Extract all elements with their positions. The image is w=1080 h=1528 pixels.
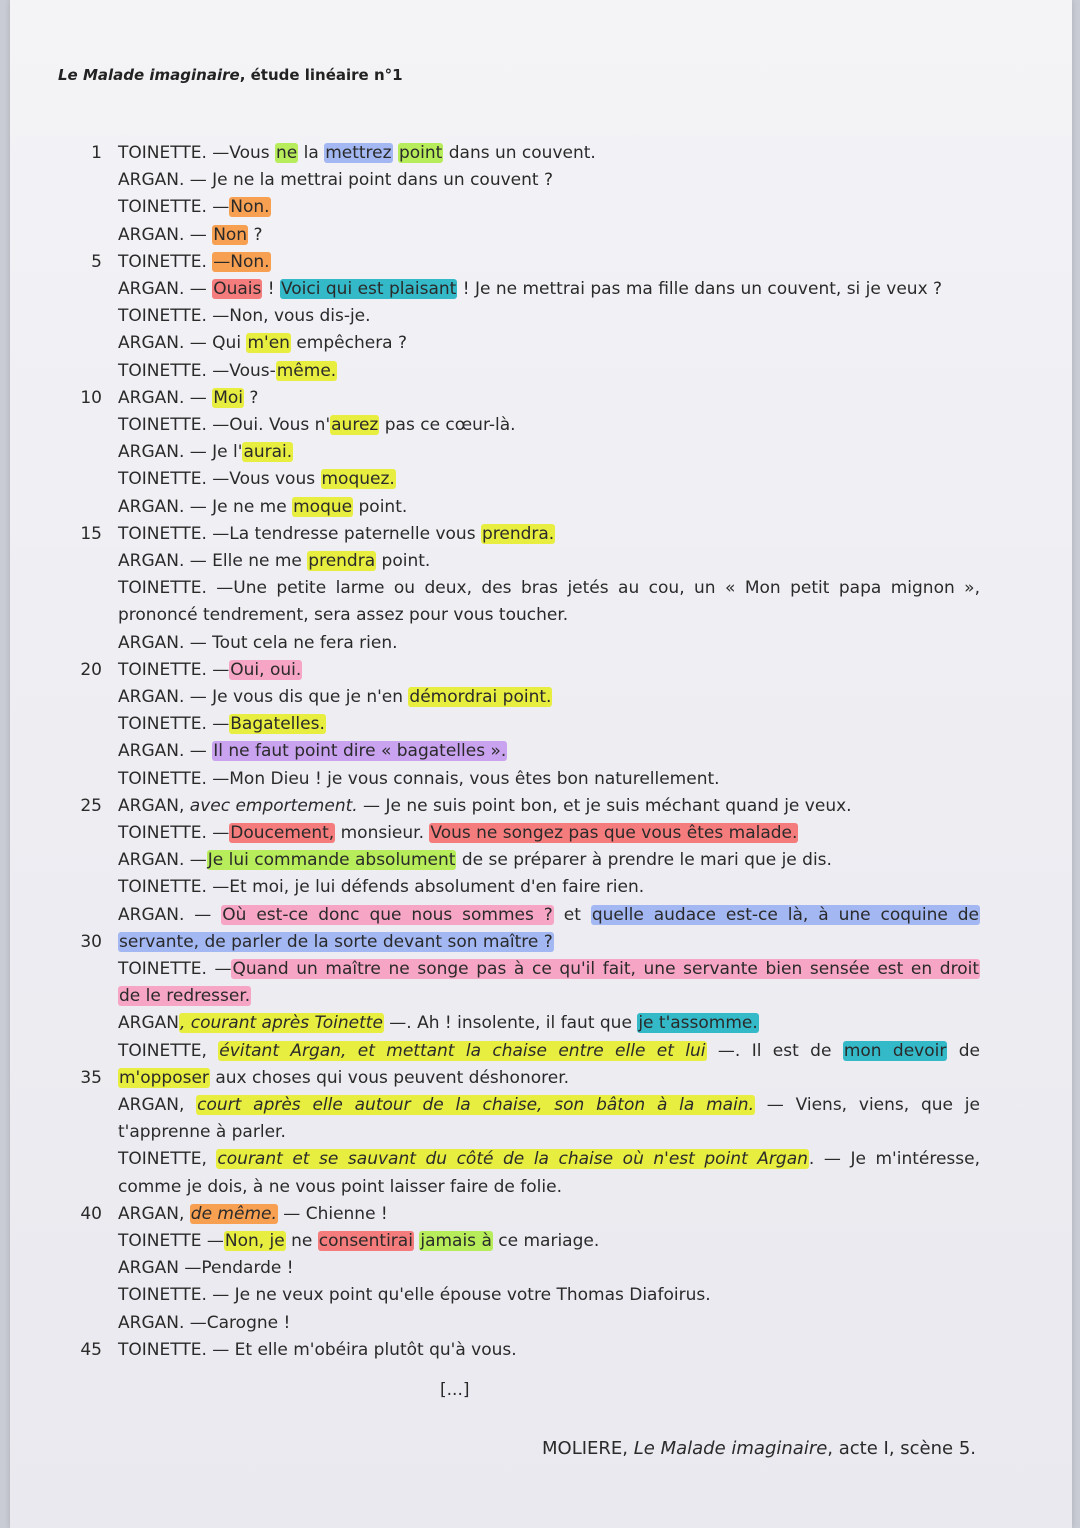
text-line xyxy=(118,795,980,817)
highlighted-text: ne xyxy=(276,143,298,163)
title-rest: , étude linéaire n°1 xyxy=(239,66,403,84)
highlighted-text: Oui, oui. xyxy=(230,659,302,680)
line-text: ce mariage. xyxy=(492,1231,600,1251)
line-text: TOINETTE. — xyxy=(118,659,230,680)
highlighted-text: Ouais xyxy=(213,279,262,299)
line-text: ARGAN. — Je l' xyxy=(118,442,243,463)
text-line xyxy=(118,196,980,218)
highlighted-text: Il ne faut point dire « bagatelles ». xyxy=(213,741,507,762)
line-text: ARGAN. — xyxy=(118,224,213,245)
highlighted-text: Non xyxy=(213,224,248,245)
highlighted-text: quelle audace est-ce là, à une coquine de xyxy=(591,904,979,925)
highlighted-text: —Non. xyxy=(213,251,270,272)
text-line xyxy=(118,496,980,518)
line-text: de xyxy=(947,1040,980,1061)
highlighted-text: aurez xyxy=(331,415,379,435)
document-page xyxy=(10,0,1072,1528)
line-text: ARGAN. — xyxy=(118,850,207,871)
highlighted-text: m'opposer xyxy=(119,1067,209,1088)
text-line xyxy=(118,958,980,980)
highlighted-text: courant et se sauvant du côté de la chaise où n'est point Argan xyxy=(217,1149,808,1170)
line-text: ARGAN, xyxy=(118,1203,190,1224)
source-citation xyxy=(542,1438,976,1459)
highlighted-text: Non, je xyxy=(224,1231,285,1251)
highlighted-text: de le redresser. xyxy=(119,986,251,1007)
source-work: Le Malade imaginaire xyxy=(633,1438,828,1459)
line-text: . — Je m'intéresse, xyxy=(808,1149,980,1170)
line-number: 15 xyxy=(80,523,102,544)
line-text: point. xyxy=(353,496,408,517)
highlighted-text: Où est-ce donc que nous sommes ? xyxy=(222,904,553,925)
line-text: TOINETTE. —Oui. Vous n' xyxy=(118,415,331,435)
text-line xyxy=(118,1094,980,1116)
text-line xyxy=(118,1040,980,1062)
text-line xyxy=(118,1176,980,1198)
text-line xyxy=(118,659,980,681)
highlighted-text: évitant Argan, et mettant la chaise entre elle et lui xyxy=(219,1040,706,1061)
line-text: TOINETTE. xyxy=(118,251,213,272)
line-text: ARGAN. — xyxy=(118,279,213,299)
text-line xyxy=(118,876,980,898)
text-line xyxy=(118,142,980,164)
line-text: prononcé tendrement, sera assez pour vous toucher. xyxy=(118,605,569,626)
line-text: TOINETTE. — xyxy=(118,823,230,843)
line-text: ARGAN. —Carogne ! xyxy=(118,1312,291,1333)
text-line xyxy=(118,632,980,654)
highlighted-text: Vous ne songez pas que vous êtes malade. xyxy=(430,823,798,843)
line-number: 10 xyxy=(80,387,102,408)
line-number: 30 xyxy=(80,931,102,952)
line-text: TOINETTE. — xyxy=(118,959,232,979)
text-line xyxy=(118,1203,980,1225)
line-text: TOINETTE. —Et moi, je lui défends absolument d'en faire rien. xyxy=(118,877,645,898)
text-line xyxy=(118,169,980,191)
text-line xyxy=(118,577,980,599)
line-text: ! Je ne mettrai pas ma fille dans un couvent, si je veux ? xyxy=(457,279,943,299)
line-text: ne xyxy=(285,1231,318,1251)
line-number: 45 xyxy=(80,1339,102,1360)
text-line xyxy=(118,332,980,354)
text-line xyxy=(118,1312,980,1334)
line-text: TOINETTE. — xyxy=(118,714,230,735)
highlighted-text: servante, de parler de la sorte devant son maître ? xyxy=(119,931,553,952)
text-line xyxy=(118,904,980,926)
text-line xyxy=(118,550,980,572)
line-text: comme je dois, à ne vous point laisser faire de folie. xyxy=(118,1176,562,1197)
highlighted-text: prendra. xyxy=(481,523,555,544)
line-text: ARGAN. — Je ne me xyxy=(118,496,293,517)
line-text: TOINETTE. — Et elle m'obéira plutôt qu'à vous. xyxy=(118,1339,517,1360)
text-line xyxy=(118,1284,980,1306)
line-text: TOINETTE. —Vous xyxy=(118,143,276,163)
highlighted-text: Doucement, xyxy=(230,823,335,843)
line-text: ARGAN. — Je vous dis que je n'en xyxy=(118,687,409,707)
text-line xyxy=(118,604,980,626)
highlighted-text: démordrai point. xyxy=(409,687,552,707)
text-line xyxy=(118,1012,980,1034)
line-text: TOINETTE. —Vous vous xyxy=(118,469,321,490)
text-line xyxy=(118,360,980,382)
highlighted-text: Bagatelles. xyxy=(230,714,325,735)
line-text: TOINETTE. —Une petite larme ou deux, des bras jetés au cou, un « Mon petit papa mignon », xyxy=(118,578,980,599)
text-line xyxy=(118,523,980,545)
highlighted-text: prendra xyxy=(308,551,376,571)
highlighted-text: aurai. xyxy=(243,442,293,463)
line-text: t'apprenne à parler. xyxy=(118,1122,286,1143)
highlighted-text: Moi xyxy=(213,387,243,408)
line-text: et xyxy=(553,904,591,925)
line-text: pas ce cœur-là. xyxy=(379,415,516,435)
text-line xyxy=(118,251,980,273)
text-line xyxy=(118,822,980,844)
title-work: Le Malade imaginaire xyxy=(58,66,240,84)
text-line xyxy=(118,686,980,708)
line-text: ARGAN. — Elle ne me xyxy=(118,551,308,571)
line-text: TOINETTE. —Non, vous dis-je. xyxy=(118,306,371,327)
line-text: ARGAN. — Tout cela ne fera rien. xyxy=(118,632,398,653)
highlighted-text: point xyxy=(398,143,443,163)
highlighted-text: Quand un maître ne songe pas à ce qu'il fait, une servante bien sensée est en droit xyxy=(232,959,979,979)
line-number: 35 xyxy=(80,1067,102,1088)
text-line xyxy=(118,740,980,762)
text-line xyxy=(118,414,980,436)
highlighted-text: moque xyxy=(293,496,353,517)
text-line xyxy=(118,931,980,953)
text-line xyxy=(118,768,980,790)
text-line xyxy=(118,1230,980,1252)
line-text: ARGAN xyxy=(118,1013,179,1034)
text-line xyxy=(118,278,980,300)
text-line xyxy=(118,1148,980,1170)
line-number: 40 xyxy=(80,1203,102,1224)
highlighted-text: consentirai xyxy=(318,1231,413,1251)
line-text: — Viens, viens, que je xyxy=(755,1095,980,1115)
source-rest: , acte I, scène 5. xyxy=(827,1438,976,1459)
text-line xyxy=(118,468,980,490)
text-line xyxy=(118,1257,980,1279)
line-number: 25 xyxy=(80,795,102,816)
highlighted-text: de même. xyxy=(190,1203,277,1224)
line-number: 1 xyxy=(91,143,102,163)
line-text: — Je ne suis point bon, et je suis méchant quand je veux. xyxy=(357,795,852,816)
line-text: —. Il est de xyxy=(706,1040,843,1061)
line-text: TOINETTE. —Mon Dieu ! je vous connais, vous êtes bon naturellement. xyxy=(118,768,720,789)
highlighted-text: je t'assomme. xyxy=(638,1013,758,1034)
line-text: de se préparer à prendre le mari que je dis. xyxy=(456,850,832,871)
line-text: ARGAN. — xyxy=(118,387,213,408)
text-line xyxy=(118,224,980,246)
source-author: MOLIERE, xyxy=(542,1438,634,1459)
document-title xyxy=(58,66,403,84)
highlighted-text: , courant après Toinette xyxy=(179,1013,383,1034)
text-line xyxy=(118,441,980,463)
line-number: 20 xyxy=(80,659,102,680)
ellipsis: [...] xyxy=(440,1380,470,1400)
line-text: ARGAN —Pendarde ! xyxy=(118,1258,294,1279)
line-text: TOINETTE. —Vous- xyxy=(118,360,276,381)
line-text: ARGAN. — xyxy=(118,741,213,762)
line-text: point. xyxy=(376,551,431,571)
line-text: la xyxy=(298,143,325,163)
line-text: TOINETTE. —La tendresse paternelle vous xyxy=(118,523,481,544)
line-text: — Chienne ! xyxy=(277,1203,388,1224)
line-text: ? xyxy=(243,387,259,408)
text-line xyxy=(118,305,980,327)
text-line xyxy=(118,1339,980,1361)
line-text: avec emportement. xyxy=(189,795,358,816)
line-text: ? xyxy=(248,224,263,245)
text-line xyxy=(118,387,980,409)
line-text: TOINETTE, xyxy=(118,1040,219,1061)
highlighted-text: mon devoir xyxy=(843,1040,947,1061)
line-text: TOINETTE. — xyxy=(118,197,230,218)
highlighted-text: Non. xyxy=(230,197,270,218)
line-text: monsieur. xyxy=(335,823,430,843)
text-line xyxy=(118,1067,980,1089)
text-line xyxy=(118,849,980,871)
text-line xyxy=(118,713,980,735)
line-text: ARGAN, xyxy=(118,1095,197,1115)
highlighted-text: moquez. xyxy=(321,469,395,490)
highlighted-text: court après elle autour de la chaise, son bâton à la main. xyxy=(197,1095,754,1115)
line-number: 5 xyxy=(91,251,102,272)
line-text: ARGAN. — Je ne la mettrai point dans un couvent ? xyxy=(118,170,553,191)
highlighted-text: même. xyxy=(276,360,337,381)
line-text: dans un couvent. xyxy=(443,143,596,163)
line-text: —. Ah ! insolente, il faut que xyxy=(383,1013,638,1034)
highlighted-text: Voici qui est plaisant xyxy=(280,279,457,299)
text-line xyxy=(118,985,980,1007)
line-text: empêchera ? xyxy=(290,333,408,354)
highlighted-text: jamais à xyxy=(420,1231,492,1251)
line-text: TOINETTE. — Je ne veux point qu'elle épouse votre Thomas Diafoirus. xyxy=(118,1285,711,1306)
highlighted-text: m'en xyxy=(247,333,290,354)
line-text: TOINETTE — xyxy=(118,1231,224,1251)
line-text: TOINETTE, xyxy=(118,1149,217,1170)
line-text: ARGAN, xyxy=(118,795,190,816)
highlighted-text: Je lui commande absolument xyxy=(207,850,456,871)
text-line xyxy=(118,1121,980,1143)
highlighted-text: mettrez xyxy=(325,143,392,163)
line-text: ARGAN. — xyxy=(118,904,222,925)
line-text: aux choses qui vous peuvent déshonorer. xyxy=(209,1067,570,1088)
line-text: ARGAN. — Qui xyxy=(118,333,247,354)
line-text: ! xyxy=(262,279,280,299)
